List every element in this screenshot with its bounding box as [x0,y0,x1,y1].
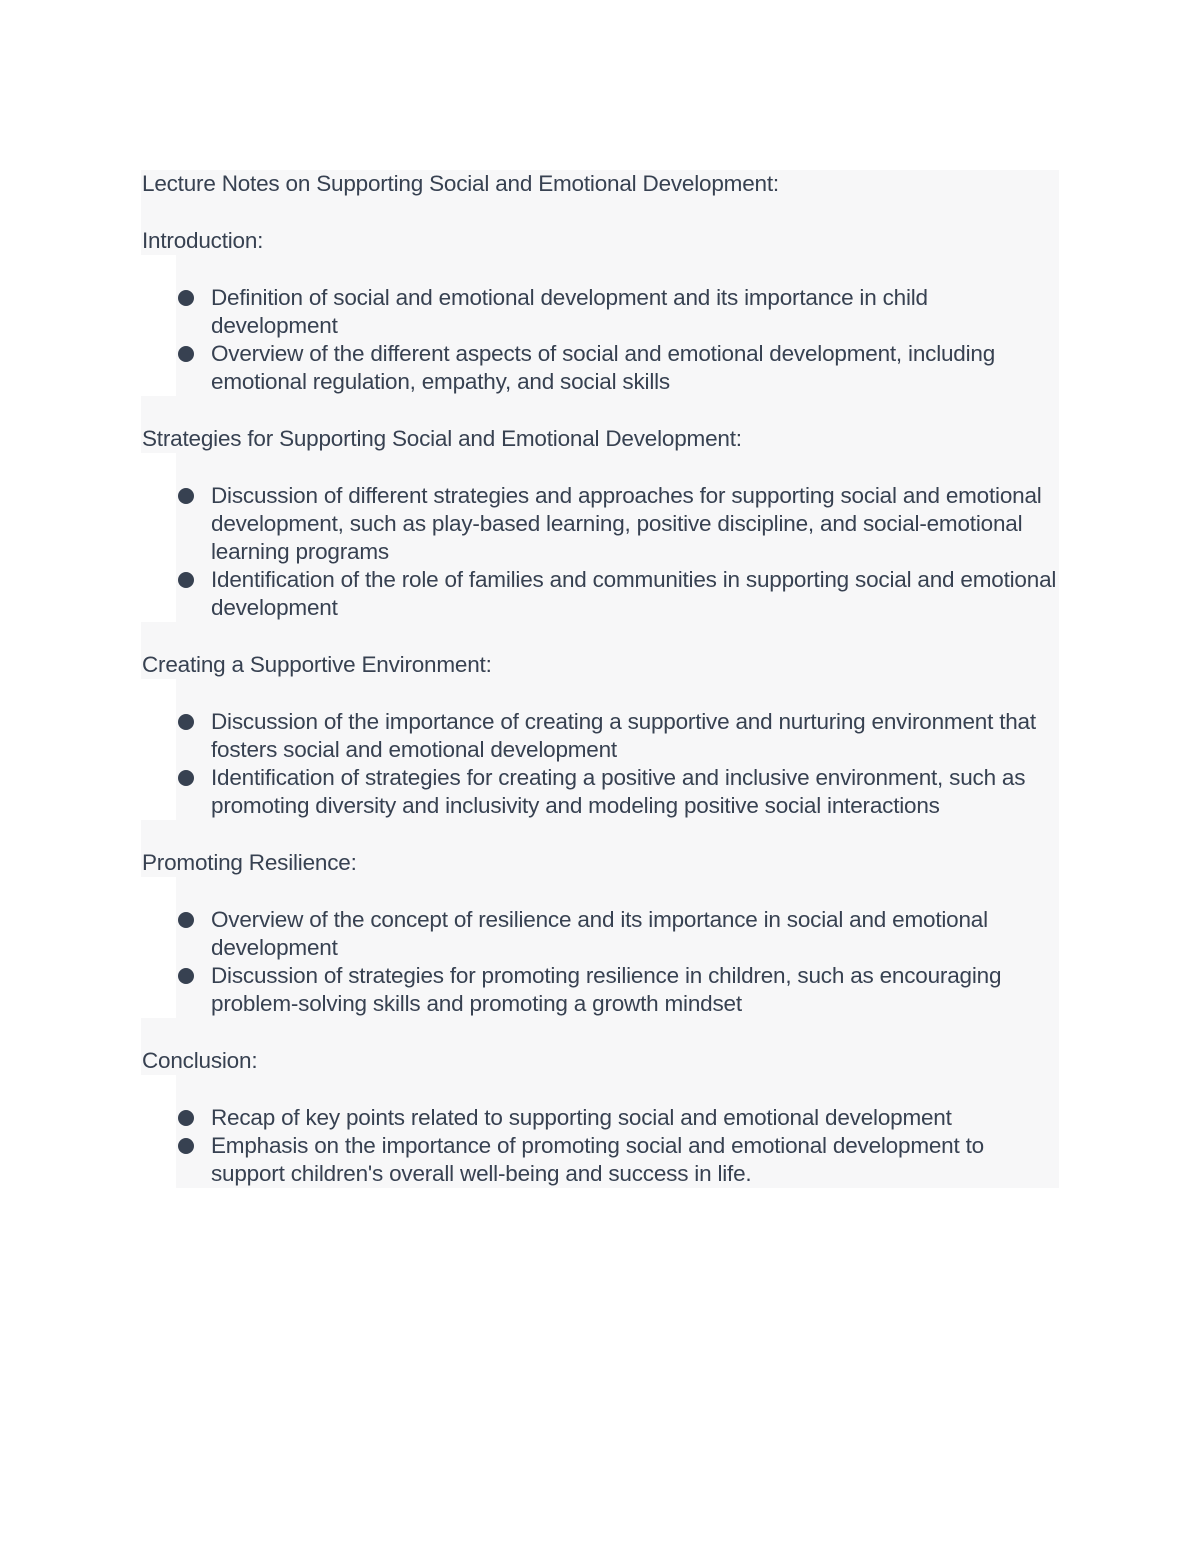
bullet-icon [178,290,194,306]
spacer [176,453,1059,482]
list-item [176,340,1059,396]
spacer [141,198,1059,227]
bullet-list-introduction [176,284,1059,396]
list-item-text: Definition of social and emotional development and its importance in child development [211,285,928,338]
bullet-icon [178,488,194,504]
bullet-list-resilience [176,906,1059,1018]
list-item-text: Emphasis on the importance of promoting social and emotional development to support children's overall well-being and success in life. [211,1133,984,1186]
list-item-text: Discussion of the importance of creating a supportive and nurturing environment that fosters social and emotional development [211,709,1036,762]
document-content [141,170,1059,1188]
list-item [176,764,1059,820]
bullet-icon [178,572,194,588]
spacer [141,1018,1059,1047]
bullet-icon [178,714,194,730]
section-heading-conclusion: Conclusion: [141,1047,1059,1075]
spacer [141,396,1059,425]
list-item-text: Discussion of strategies for promoting resilience in children, such as encouraging problem-solving skills and promoting a growth mindset [211,963,1002,1016]
spacer [176,877,1059,906]
spacer [141,622,1059,651]
list-item [176,566,1059,622]
bullet-icon [178,1138,194,1154]
bullet-list-conclusion [176,1104,1059,1188]
spacer [176,679,1059,708]
bullet-icon [178,770,194,786]
list-item [176,1132,1059,1188]
list-item-text: Identification of strategies for creating a positive and inclusive environment, such as promoting diversity and inclusivity and modeling positive social interactions [211,765,1026,818]
list-item-text: Discussion of different strategies and approaches for supporting social and emotional development, such as play-based learning, positive discipline, and social-emotional learning programs [211,483,1042,564]
list-item-text: Overview of the concept of resilience and its importance in social and emotional development [211,907,988,960]
section-heading-strategies: Strategies for Supporting Social and Emotional Development: [141,425,1059,453]
list-item-text: Identification of the role of families and communities in supporting social and emotional development [211,567,1057,620]
list-item-text: Recap of key points related to supporting social and emotional development [211,1105,952,1130]
list-item [176,284,1059,340]
bullet-list-strategies [176,482,1059,622]
bullet-icon [178,346,194,362]
bullet-icon [178,968,194,984]
bullet-icon [178,1110,194,1126]
section-heading-introduction: Introduction: [141,227,1059,255]
list-item [176,482,1059,566]
list-item [176,1104,1059,1132]
spacer [141,820,1059,849]
spacer [176,1075,1059,1104]
section-heading-resilience: Promoting Resilience: [141,849,1059,877]
list-item [176,708,1059,764]
bullet-list-environment [176,708,1059,820]
bullet-icon [178,912,194,928]
section-heading-environment: Creating a Supportive Environment: [141,651,1059,679]
spacer [176,255,1059,284]
list-item [176,962,1059,1018]
list-item-text: Overview of the different aspects of social and emotional development, including emotional regulation, empathy, and social skills [211,341,996,394]
document-title: Lecture Notes on Supporting Social and Emotional Development: [141,170,1059,198]
list-item [176,906,1059,962]
